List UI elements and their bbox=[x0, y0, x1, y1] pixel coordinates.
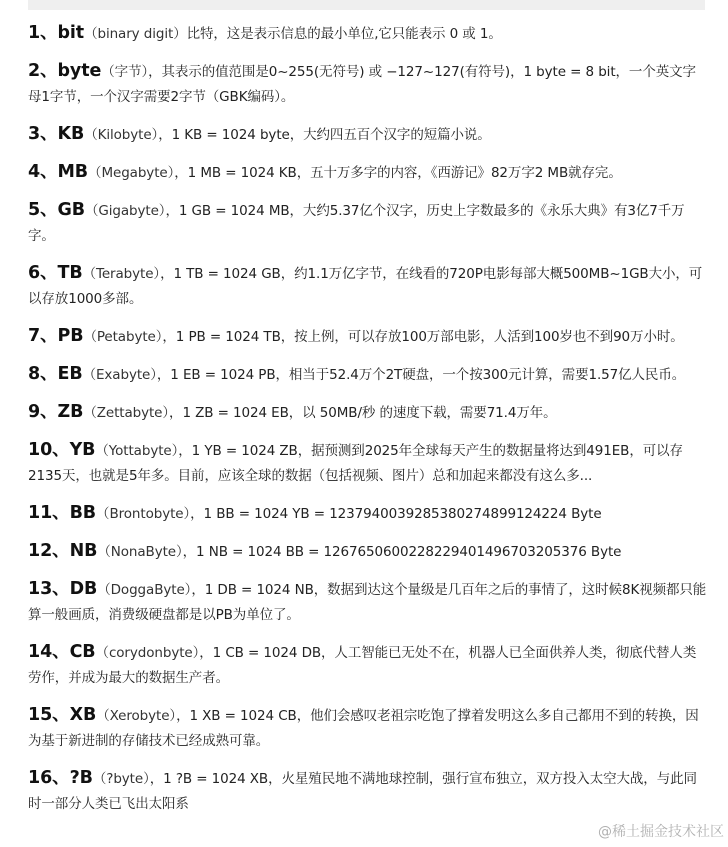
item-number: 13、 bbox=[28, 579, 70, 599]
list-item bbox=[28, 122, 708, 148]
unit-full-name: （Yottabyte） bbox=[95, 443, 179, 459]
unit-full-name: （Gigabyte） bbox=[85, 203, 166, 219]
unit-description: ，1 ZB = 1024 EB，以 50MB/秒 的速度下载，需要71.4万年。 bbox=[169, 405, 557, 421]
unit-full-name: （Terabyte） bbox=[82, 266, 161, 282]
unit-description: ，1 CB = 1024 DB，人工智能已无处不在，机器人已全面供养人类，彻底代替人类劳作，并成为最大的数据生产者。 bbox=[28, 645, 697, 686]
item-number: 7、 bbox=[28, 326, 58, 346]
list-item bbox=[28, 324, 708, 350]
unit-full-name: （Zettabyte） bbox=[83, 405, 170, 421]
storage-units-list bbox=[28, 21, 708, 829]
list-item bbox=[28, 539, 708, 565]
list-item bbox=[28, 577, 708, 628]
unit-description: ，1 BB = 1024 YB = 1237940039285380274899124224 Byte bbox=[190, 506, 602, 522]
item-number: 16、 bbox=[28, 768, 70, 788]
unit-abbreviation: GB bbox=[57, 200, 85, 220]
unit-description: 比特，这是表示信息的最小单位,它只能表示 0 或 1。 bbox=[186, 26, 502, 42]
list-item bbox=[28, 766, 708, 817]
top-divider-bar bbox=[28, 0, 705, 10]
list-item bbox=[28, 400, 708, 426]
unit-abbreviation: BB bbox=[69, 503, 97, 523]
unit-description: ，1 TB = 1024 GB，约1.1万亿字节，在线看的720P电影每部大概500MB~1GB大小，可以存放1000多部。 bbox=[28, 266, 703, 307]
unit-description: ，1 PB = 1024 TB，按上例，可以存放100万部电影，人活到100岁也不到90万小时。 bbox=[162, 329, 684, 345]
unit-full-name: （Megabyte） bbox=[88, 165, 175, 181]
list-item bbox=[28, 261, 708, 312]
list-item bbox=[28, 59, 708, 110]
item-number: 5、 bbox=[28, 200, 58, 220]
unit-abbreviation: NB bbox=[69, 541, 98, 561]
unit-abbreviation: PB bbox=[57, 326, 84, 346]
unit-full-name: （?byte） bbox=[92, 771, 150, 787]
item-number: 4、 bbox=[28, 162, 58, 182]
item-number: 3、 bbox=[28, 124, 58, 144]
item-number: 14、 bbox=[28, 642, 70, 662]
unit-full-name: （字节） bbox=[101, 64, 149, 80]
unit-full-name: （Exabyte） bbox=[82, 367, 157, 383]
unit-full-name: （Kilobyte） bbox=[84, 127, 159, 143]
unit-full-name: （Brontobyte） bbox=[96, 506, 191, 522]
item-number: 1、 bbox=[28, 23, 58, 43]
unit-abbreviation: ZB bbox=[57, 402, 84, 422]
unit-abbreviation: CB bbox=[69, 642, 96, 662]
list-item bbox=[28, 501, 708, 527]
unit-full-name: （Xerobyte） bbox=[96, 708, 177, 724]
item-number: 2、 bbox=[28, 61, 58, 81]
unit-abbreviation: YB bbox=[69, 440, 96, 460]
item-number: 10、 bbox=[28, 440, 70, 460]
unit-description: ，1 XB = 1024 CB，他们会感叹老祖宗吃饱了撑着发明这么多自己都用不到的转换，因为基于新进制的存储技术已经成熟可靠。 bbox=[28, 708, 699, 749]
unit-description: ，1 YB = 1024 ZB，据预测到2025年全球每天产生的数据量将达到491EB，可以存2135天，也就是5年多。目前，应该全球的数据（包括视频、图片）总和加起来都没有这么多... bbox=[28, 443, 683, 484]
unit-abbreviation: DB bbox=[69, 579, 98, 599]
item-number: 11、 bbox=[28, 503, 70, 523]
item-number: 6、 bbox=[28, 263, 58, 283]
list-item bbox=[28, 703, 708, 754]
unit-description: ，其表示的值范围是0~255(无符号) 或 −127~127(有符号)，1 byte = 8 bit，一个英文字母1字节，一个汉字需要2字节（GBK编码）。 bbox=[28, 64, 696, 105]
unit-abbreviation: XB bbox=[69, 705, 97, 725]
list-item bbox=[28, 438, 708, 489]
unit-abbreviation: KB bbox=[57, 124, 85, 144]
unit-full-name: （Petabyte） bbox=[83, 329, 163, 345]
unit-abbreviation: ?B bbox=[69, 768, 93, 788]
item-number: 12、 bbox=[28, 541, 70, 561]
unit-description: ，1 GB = 1024 MB，大约5.37亿个汉字，历史上字数最多的《永乐大典》有3亿7千万字。 bbox=[28, 203, 685, 244]
unit-full-name: （DoggaByte） bbox=[97, 582, 192, 598]
watermark: @稀土掘金技术社区 bbox=[598, 824, 724, 840]
list-item bbox=[28, 362, 708, 388]
item-number: 9、 bbox=[28, 402, 58, 422]
unit-abbreviation: byte bbox=[57, 61, 102, 81]
list-item bbox=[28, 160, 708, 186]
unit-description: ，1 MB = 1024 KB，五十万多字的内容，《西游记》82万字2 MB就存完。 bbox=[174, 165, 622, 181]
unit-description: ，1 NB = 1024 BB = 1267650600228229401496703205376 Byte bbox=[182, 544, 622, 560]
unit-description: ，1 ?B = 1024 XB，火星殖民地不满地球控制，强行宣布独立，双方投入太空大战，与此同时一部分人类已飞出太阳系 bbox=[28, 771, 697, 812]
item-number: 15、 bbox=[28, 705, 70, 725]
list-item bbox=[28, 198, 708, 249]
unit-full-name: （binary digit） bbox=[84, 26, 187, 42]
unit-abbreviation: TB bbox=[57, 263, 83, 283]
unit-description: ，1 EB = 1024 PB，相当于52.4万个2T硬盘，一个按300元计算，需要1.57亿人民币。 bbox=[156, 367, 686, 383]
unit-full-name: （NonaByte） bbox=[97, 544, 183, 560]
unit-abbreviation: MB bbox=[57, 162, 89, 182]
unit-abbreviation: EB bbox=[57, 364, 83, 384]
list-item bbox=[28, 640, 708, 691]
unit-description: ，1 KB = 1024 byte，大约四五百个汉字的短篇小说。 bbox=[158, 127, 491, 143]
list-item bbox=[28, 21, 708, 47]
unit-full-name: （corydonbyte） bbox=[95, 645, 200, 661]
item-number: 8、 bbox=[28, 364, 58, 384]
unit-abbreviation: bit bbox=[57, 23, 85, 43]
unit-description: ，1 DB = 1024 NB，数据到达这个量级是几百年之后的事情了，这时候8K视频都只能算一般画质，消费级硬盘都是以PB为单位了。 bbox=[28, 582, 707, 623]
